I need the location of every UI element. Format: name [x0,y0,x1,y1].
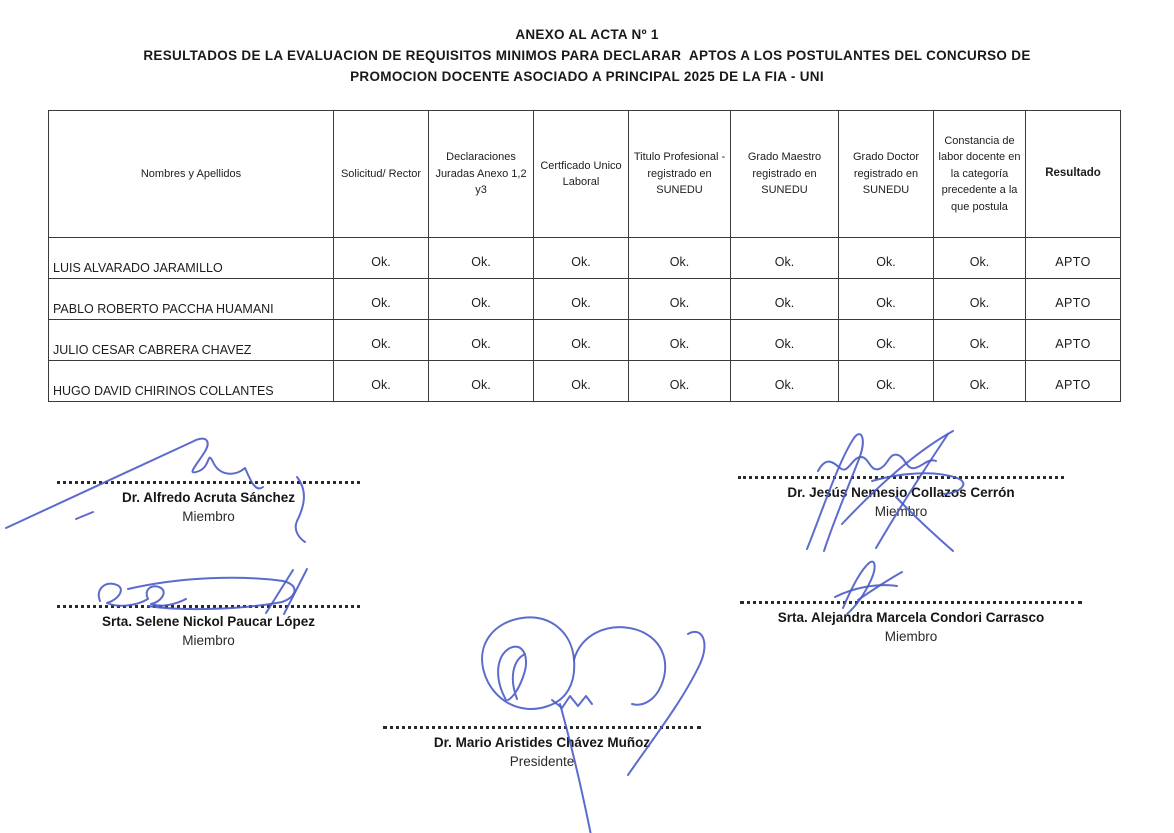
col-header-nombres: Nombres y Apellidos [49,111,334,238]
document-title: ANEXO AL ACTA Nº 1 [515,27,659,42]
check-cell: Ok. [839,238,934,279]
check-cell: Ok. [334,320,429,361]
table-row [49,361,1121,402]
check-cell: Ok. [429,361,534,402]
signer-role: Presidente [509,754,575,769]
signature-dotted-line [57,605,360,608]
check-cell: Ok. [934,279,1026,320]
check-cell: Ok. [534,361,629,402]
check-cell: Ok. [534,279,629,320]
check-cell: Ok. [334,238,429,279]
col-header-maestro: Grado Maestro registrado en SUNEDU [731,111,839,238]
signature-block-chavez [383,726,701,771]
result-cell: APTO [1026,279,1121,320]
signature-dotted-line [383,726,701,729]
check-cell: Ok. [934,361,1026,402]
check-cell: Ok. [934,238,1026,279]
candidate-name: LUIS ALVARADO JARAMILLO [49,238,334,279]
signer-role: Miembro [182,633,235,648]
col-header-constancia: Constancia de labor docente en la categoría precedente a la que postula [934,111,1026,238]
col-header-resultado: Resultado [1026,111,1121,238]
table-header-row [49,111,1121,238]
candidate-name: PABLO ROBERTO PACCHA HUAMANI [49,279,334,320]
signer-role: Miembro [182,509,235,524]
check-cell: Ok. [629,279,731,320]
table-row [49,279,1121,320]
signature-dotted-line [740,601,1082,604]
check-cell: Ok. [731,238,839,279]
candidate-name: JULIO CESAR CABRERA CHAVEZ [49,320,334,361]
result-cell: APTO [1026,320,1121,361]
check-cell: Ok. [429,320,534,361]
signer-role: Miembro [884,629,938,644]
table-row [49,238,1121,279]
col-header-certificado: Certficado Unico Laboral [534,111,629,238]
check-cell: Ok. [429,279,534,320]
evaluation-results-table [48,110,1121,402]
document-subtitle-line2: PROMOCION DOCENTE ASOCIADO A PRINCIPAL 2025 DE LA FIA - UNI [350,69,824,84]
col-header-titulo: Titulo Profesional - registrado en SUNEDU [629,111,731,238]
signature-block-paucar [57,605,360,650]
check-cell: Ok. [534,238,629,279]
signer-name: Srta. Selene Nickol Paucar López [101,614,316,629]
signer-name: Srta. Alejandra Marcela Condori Carrasco [777,610,1045,625]
candidate-name: HUGO DAVID CHIRINOS COLLANTES [49,361,334,402]
signature-block-collazos [738,476,1064,521]
check-cell: Ok. [731,279,839,320]
signature-block-condori [740,601,1082,646]
signer-name: Dr. Alfredo Acruta Sánchez [121,490,296,505]
check-cell: Ok. [934,320,1026,361]
result-cell: APTO [1026,238,1121,279]
result-cell: APTO [1026,361,1121,402]
col-header-declaraciones: Declaraciones Juradas Anexo 1,2 y3 [429,111,534,238]
check-cell: Ok. [839,361,934,402]
signer-name: Dr. Mario Aristides Chávez Muñoz [433,735,651,750]
signature-block-acruta [57,481,360,526]
check-cell: Ok. [629,320,731,361]
signature-dotted-line [57,481,360,484]
check-cell: Ok. [334,279,429,320]
signer-name: Dr. Jesús Nemesio Collazos Cerrón [787,485,1015,500]
signature-dotted-line [738,476,1064,479]
check-cell: Ok. [629,361,731,402]
check-cell: Ok. [534,320,629,361]
check-cell: Ok. [731,361,839,402]
check-cell: Ok. [629,238,731,279]
check-cell: Ok. [839,279,934,320]
check-cell: Ok. [731,320,839,361]
check-cell: Ok. [839,320,934,361]
check-cell: Ok. [334,361,429,402]
document-subtitle-line1: RESULTADOS DE LA EVALUACION DE REQUISITOS MINIMOS PARA DECLARAR APTOS A LOS POSTULANTES DEL CONCURSO DE [143,48,1031,63]
col-header-solicitud: Solicitud/ Rector [334,111,429,238]
signer-role: Miembro [874,504,928,519]
check-cell: Ok. [429,238,534,279]
table-row [49,320,1121,361]
col-header-doctor: Grado Doctor registrado en SUNEDU [839,111,934,238]
